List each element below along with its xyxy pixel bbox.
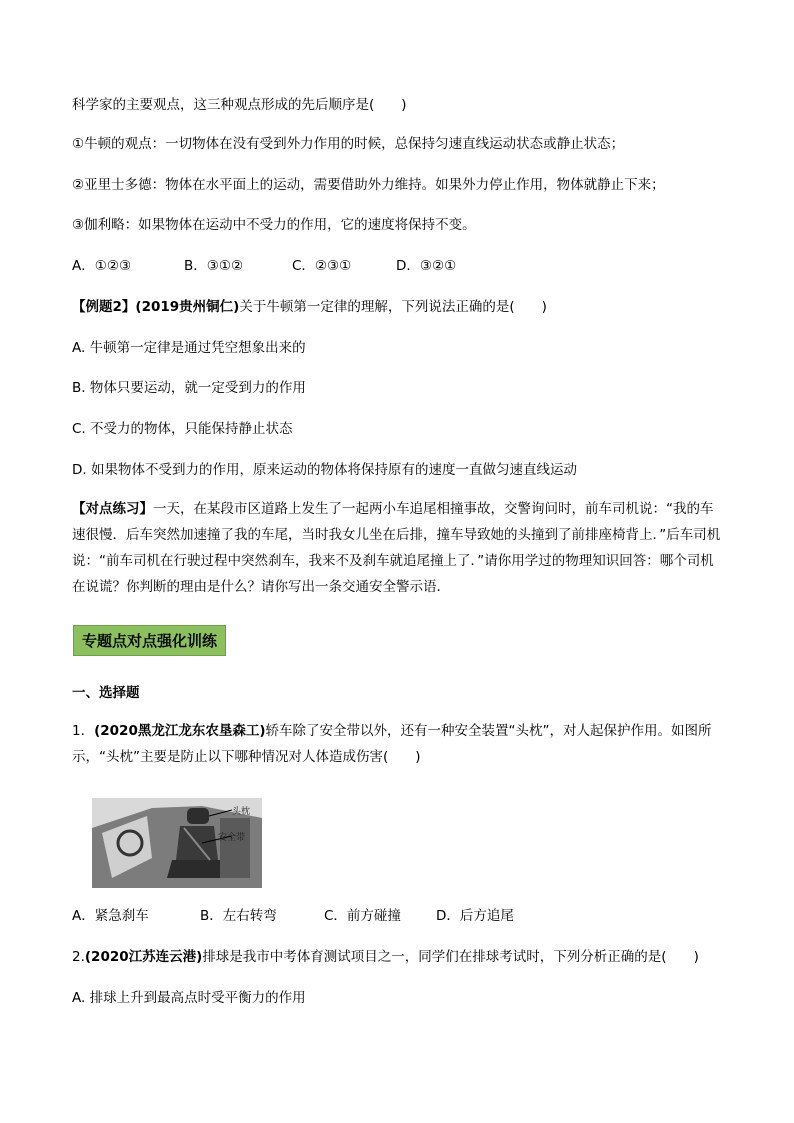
view-newton: ①牛顿的观点：一切物体在没有受到外力作用的时候，总保持匀速直线运动状态或静止状态； bbox=[72, 136, 625, 152]
q1-option-a: A．紧急刹车 bbox=[72, 908, 149, 924]
car-seat-figure bbox=[92, 798, 262, 888]
example2-source: (2019贵州铜仁) bbox=[135, 299, 240, 315]
q0-options bbox=[72, 256, 456, 276]
example2-option-b: B. 物体只要运动，就一定受到力的作用 bbox=[72, 380, 306, 396]
example2-option-a: A. 牛顿第一定律是通过凭空想象出来的 bbox=[72, 340, 306, 356]
example2-heading bbox=[72, 297, 547, 317]
q2-option-a: A. 排球上升到最高点时受平衡力的作用 bbox=[72, 990, 306, 1006]
q1-options bbox=[72, 906, 514, 926]
seatbelt-label: 安全带 bbox=[218, 833, 246, 843]
example2-text: 关于牛顿第一定律的理解，下列说法正确的是( ) bbox=[239, 299, 547, 315]
practice-tag: 【对点练习】 bbox=[72, 501, 153, 517]
intro-line: 科学家的主要观点，这三种观点形成的先后顺序是( ) bbox=[72, 97, 407, 113]
view-galileo: ③伽利略：如果物体在运动中不受力的作用，它的速度将保持不变。 bbox=[72, 217, 476, 233]
q1-option-b: B．左右转弯 bbox=[200, 908, 277, 924]
practice-paragraph bbox=[72, 496, 724, 600]
q2-text: 排球是我市中考体育测试项目之一，同学们在排球考试时，下列分析正确的是( ) bbox=[202, 949, 699, 965]
q1-source: (2020黑龙江龙东农垦森工) bbox=[94, 723, 266, 739]
example2-tag: 【例题2】 bbox=[72, 299, 136, 315]
example2-option-c: C. 不受力的物体，只能保持静止状态 bbox=[72, 421, 293, 437]
q2-number: 2. bbox=[72, 949, 85, 965]
section-banner: 专题点对点强化训练 bbox=[73, 625, 226, 656]
q2-stem bbox=[72, 947, 699, 967]
headrest-label: 头枕 bbox=[232, 807, 251, 817]
q0-option-a: A．①②③ bbox=[72, 258, 132, 274]
section-title: 一、选择题 bbox=[72, 685, 140, 701]
q2-source: (2020江苏连云港) bbox=[84, 949, 203, 965]
practice-text: 一天，在某段市区道路上发生了一起两小车追尾相撞事故，交警询问时，前车司机说：“我的车速很慢．后车突然加速撞了我的车尾，当时我女儿坐在后排，撞车导致她的头撞到了前排座椅背上．”后车司机说：“前车司机在行驶过程中突然刹车，我来不及刹车就追尾撞上了．”请你用学过的物理知识回答：哪个司机在说谎？你判断的理由是什么？请你写出一条交通安全警示语． bbox=[72, 501, 721, 595]
q0-option-c: C．②③① bbox=[292, 258, 352, 274]
q0-option-b: B．③①② bbox=[184, 258, 244, 274]
view-aristotle: ②亚里士多德：物体在水平面上的运动，需要借助外力维持。如果外力停止作用，物体就静止下来； bbox=[72, 177, 665, 193]
q1-number: 1． bbox=[72, 723, 95, 739]
q1-option-c: C．前方碰撞 bbox=[324, 908, 401, 924]
q1-option-d: D．后方追尾 bbox=[436, 908, 514, 924]
example2-option-d: D. 如果物体不受到力的作用，原来运动的物体将保持原有的速度一直做匀速直线运动 bbox=[72, 462, 577, 478]
q1-stem bbox=[72, 718, 724, 770]
q1-text: 轿车除了安全带以外，还有一种安全装置“头枕”，对人起保护作用。如图所示，“头枕”主要是防止以下哪种情况对人体造成伤害( ) bbox=[72, 723, 712, 765]
q0-option-d: D．③②① bbox=[396, 258, 457, 274]
